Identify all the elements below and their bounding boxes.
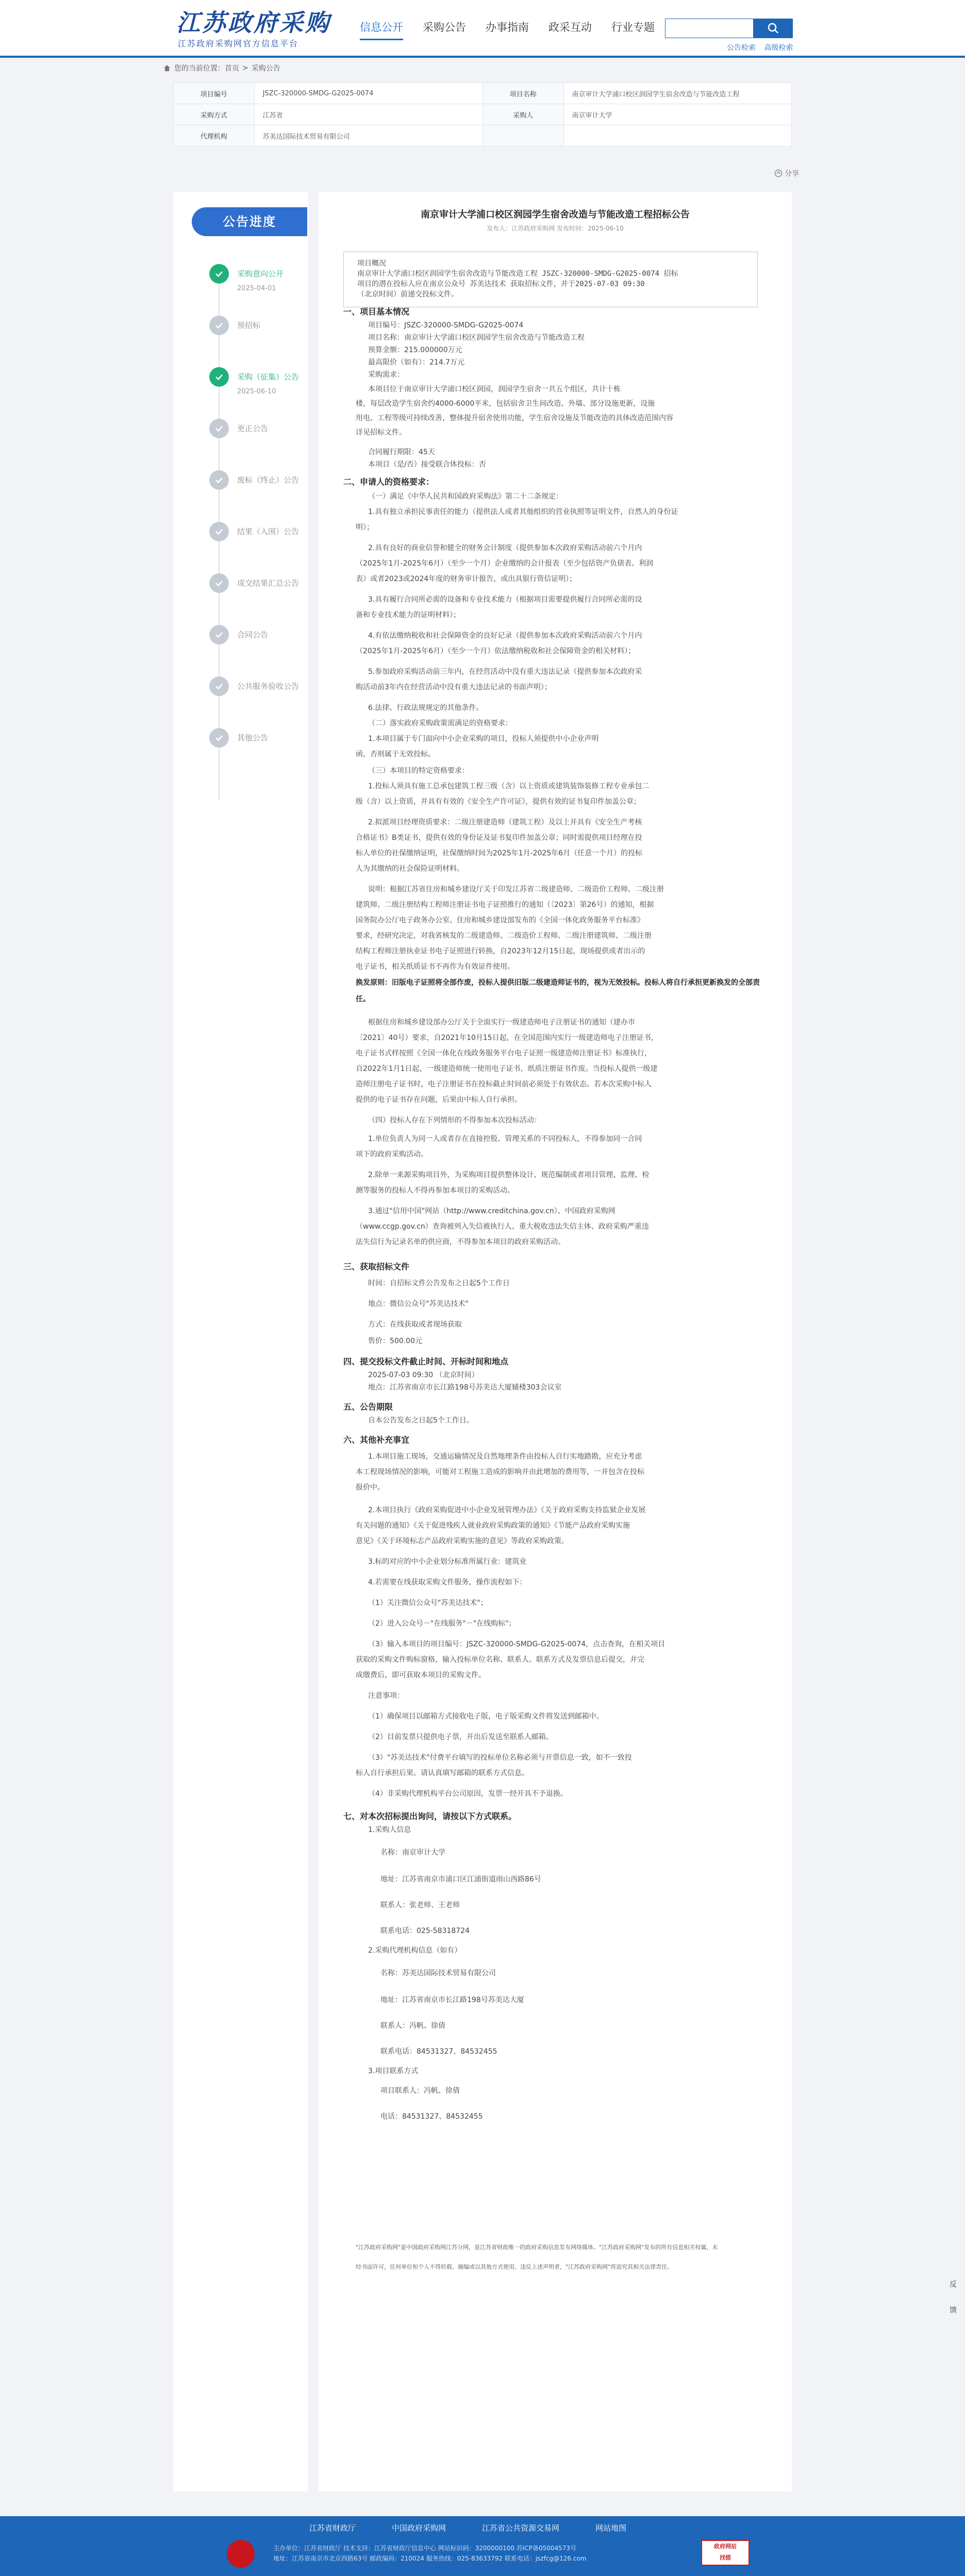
text-line: 人为其缴纳的社会保险证明材料。 [356,865,464,873]
text-line: 联系人：冯帆、徐倩 [380,2022,445,2030]
footer-links [309,2522,662,2533]
text-line: 成缴费后，即可获取本项目的采购文件。 [356,1671,486,1679]
gov-site-badge[interactable] [701,2540,750,2566]
breadcrumb [163,63,280,73]
overview-title: 项目概况 [357,259,386,268]
site-header [0,0,965,58]
text-line: 楼，每层改造学生宿舍约4000-6000平米，包括宿舍卫生间改造、外墙、部分设施更新，设施 [356,400,655,408]
nav-guide[interactable]: 办事指南 [486,21,529,34]
text-line: 提供的电子证书存在问题，后果由中标人自行承担。 [356,1096,522,1104]
text-line: （2）目前发票只提供电子票，开出后发送至联系人邮箱。 [368,1733,553,1741]
step-label: 合同公告 [237,630,269,639]
text-line: 本项目（是/否）接受联合体投标：否 [368,460,486,469]
site-footer [0,2516,965,2576]
section-heading: 三、获取招标文件 [343,1262,410,1272]
table-row [174,104,792,125]
text-line: 本工程现场情况的影响，可能对工程施工造成的影响并由此增加的费用等，一并包含在投标 [356,1468,644,1476]
text-line: （1）关注微信公众号"苏美达技术"； [368,1599,488,1607]
home-icon [163,64,171,72]
text-line: 标人单位的社保缴纳证明，社保缴纳时间为2025年1月-2025年6月（任意一个月）的投标 [356,849,643,857]
text-line: 1.采购人信息 [368,1826,411,1834]
section-heading: 六、其他补充事宜 [343,1435,410,1445]
text-line: 名称：南京审计大学 [380,1848,445,1857]
text-line: 4.有依法缴纳税收和社会保障资金的良好记录（提供参加本次政府采购活动前六个月内 [368,632,642,640]
bold-notice: 换发原则：旧版电子证照将全部作废，投标人提供旧版二级建造师证书的，视为无效投标。投标人将自行承担更新换发的全部责任。 [356,979,760,1003]
step-label: 采购意向公开 [237,269,284,278]
step-label: 采购（征集）公告 [237,372,300,382]
text-line: 自2022年1月1日起，一级建造师统一使用电子证书，纸质注册证书作废。当投标人提供一级建 [356,1065,658,1073]
table-value [563,125,791,146]
text-line: （四）投标人存在下列情形的不得参加本次投标活动： [368,1116,541,1125]
footer-link[interactable]: 江苏省公共资源交易网 [482,2523,560,2533]
text-line: 标人自行承担后果。请认真填写邮箱的联系方式信息。 [356,1769,529,1777]
text-line: 结构工程师注册执业证书电子证照进行转换，自2023年12月15日起，现场提供或者出示的 [356,947,645,955]
footer-link[interactable]: 中国政府采购网 [392,2523,446,2533]
table-key: 代理机构 [174,125,255,146]
share-button[interactable] [774,168,799,178]
overview-line: （北京时间）前递交投标文件。 [357,290,458,299]
text-line: 造师注册电子证书时，电子注册证书在投标截止时间前必须处于有效状态。若本次采购中标人 [356,1080,652,1088]
check-icon [209,573,229,593]
table-key [482,125,563,146]
text-line: 2.本项目执行《政府采购促进中小企业发展管理办法》《关于政府采购支持监狱企业发展 [368,1506,646,1514]
step-date: 2025-04-01 [237,285,276,292]
check-icon [209,676,229,696]
text-line: 1.本项目施工现场，交通运输情况及自然地理条件由投标人自行实地踏勘，应充分考虑 [368,1452,642,1461]
text-line: 地点：微信公众号"苏美达技术" [368,1300,469,1308]
text-line: 联系电话：025-58318724 [380,1927,470,1935]
check-icon [209,264,229,284]
check-icon [209,419,229,438]
text-line: 电话：84531327、84532455 [380,2112,483,2121]
nav-industry-topics[interactable]: 行业专题 [611,21,655,34]
text-line: （4）非采购代理机构平台公司原因，发票一经开具不予退换。 [368,1790,568,1798]
text-line: （2）进入公众号－"在线服务"－"在线购标"； [368,1620,516,1628]
check-icon [209,367,229,387]
step-label: 废标（终止）公告 [237,475,300,485]
text-line: 1.投标人须具有施工总承包建筑工程三级（含）以上资质或建筑装饰装修工程专业承包二 [368,782,650,790]
text-line: （三）本项目的特定资格要求： [368,767,469,775]
header-divider [0,56,965,58]
footer-info-line: 地址：江苏省南京市北京西路63号 邮政编码：210024 服务热线：025-83633792 联系电话：jszfcg@126.com [273,2555,587,2562]
text-line: 测等服务的投标人不得再参加本项目的采购活动。 [356,1186,514,1195]
emblem-icon [227,2540,255,2568]
text-line: 4.若需要在线获取采购文件服务，操作流程如下： [368,1578,527,1587]
text-line: 电子证书式样按照《全国一体化在线政务服务平台电子证照一级建造师注册证书》标准执行， [356,1049,652,1058]
share-label: 分享 [785,170,799,178]
text-line: 地点：江苏省南京市长江路198号苏美达大厦辅楼303会议室 [368,1383,562,1392]
text-line: （3）输入本项目的项目编号：JSZC-320000-SMDG-G2025-0074，点击查询，在相关项目 [368,1640,665,1648]
table-key: 项目名称 [482,83,563,104]
text-line: 方式：在线获取或者现场获取 [368,1320,462,1329]
text-line: 有关问题的通知》《关于促进残疾人就业政府采购政策的通知》《节能产品政府采购实施 [356,1522,630,1530]
disclaimer-line: 经书面许可，任何单位和个人不得转载、摘编或以其他方式使用。违反上述声明者，"江苏政府采购网"将追究其相关法律责任。 [356,2264,673,2270]
text-line: 5.参加政府采购活动前三年内，在经营活动中没有重大违法记录（提供参加本次政府采 [368,668,642,676]
text-line: 2025-07-03 09:30 （北京时间） [368,1371,479,1379]
text-line: 最高限价（如有）：214.7万元 [368,358,465,367]
table-value: 南京审计大学 [563,104,791,125]
text-line: 自本公告发布之日起5个工作日。 [368,1416,474,1425]
text-line: （二）落实政府采购政策需满足的资格要求： [368,719,512,728]
text-line: 预算金额：215.000000万元 [368,346,462,354]
text-line: 2.采购代理机构信息（如有） [368,1946,462,1955]
text-line: 合格证书》B类证书，提供有效的身份证及证书复印件加盖公章；同时需提供项目经理在投 [356,834,642,842]
table-key: 项目编号 [174,83,255,104]
check-icon [209,522,229,541]
breadcrumb-home[interactable]: 首页 [225,64,239,73]
step-label: 更正公告 [237,424,269,433]
overview-line: 南京审计大学浦口校区润园学生宿舍改造与节能改造工程 JSZC-320000-SMDG-G2025-0074 招标 [357,270,678,278]
table-key: 采购方式 [174,104,255,125]
table-row [174,83,792,104]
text-line: 电子证书，相关纸质证书不再作为有效证件使用。 [356,963,514,971]
section-heading: 四、提交投标文件截止时间、开标时间和地点 [343,1357,509,1366]
publish-meta: 发布人：江苏政府采购网 发布时间：2025-06-10 [487,225,624,232]
step-label: 其他公告 [237,733,269,742]
text-line: 2.具有良好的商业信誉和健全的财务会计制度（提供参加本次政府采购活动前六个月内 [368,544,642,552]
check-icon [209,470,229,490]
disclaimer-line: "江苏政府采购网"是中国政府采购网江苏分网，是江苏省财政唯一的政府采购信息发布网络媒体。"江苏政府采购网"发布的所有信息相关权属，未 [356,2244,718,2251]
text-line: （www.ccgp.gov.cn）查询被列入失信被执行人、重大税收违法失信主体、政府采购严重违 [356,1223,649,1231]
text-line: 项目编号：JSZC-320000-SMDG-G2025-0074 [368,321,524,329]
text-line: 〔2021〕40号）要求，自2021年10月15日起，在全国范围内实行一级建造师电子注册证书， [356,1034,658,1042]
site-logo[interactable]: 江苏政府采购 [176,9,331,37]
section-heading: 七、对本次招标提出询问，请按以下方式联系。 [343,1811,517,1821]
notice-document [319,192,792,2491]
text-line: 报价中。 [356,1483,385,1492]
text-line: 说明：根据江苏省住房和城乡建设厅关于印发江苏省二级建造师、二级造价工程师、二级注册 [368,885,664,894]
text-line: 2.拟派项目经理资质要求：二级注册建造师（建筑工程）及以上并具有《安全生产考核 [368,818,642,827]
text-line: 3.通过"信用中国"网站（http://www.creditchina.gov.cn）、中国政府采购网 [368,1207,615,1215]
text-line: 1.本项目属于专门面向中小企业采购的项目，投标人须提供中小企业声明 [368,735,599,743]
check-icon [209,316,229,335]
text-line: 函，否则属于无效投标。 [356,750,435,758]
text-line: （1）确保项目以邮箱方式接收电子版，电子版采购文件将发送到邮箱中。 [368,1712,604,1721]
sidebar-title: 公告进度 [192,207,307,236]
text-line: 采购需求： [368,371,404,379]
text-line: 地址：江苏省南京市浦口区江浦街道雨山西路86号 [380,1875,541,1884]
text-line: 法失信行为记录名单的供应商，不得参加本项目的政府采购活动。 [356,1238,565,1246]
table-value: 江苏省 [254,104,482,125]
main-nav [360,19,674,36]
advanced-search-link[interactable]: 高级检索 [764,44,793,52]
text-line: 1.单位负责人为同一人或者存在直接控股、管理关系的不同投标人，不得参加同一合同 [368,1135,642,1143]
text-line: 级（含）以上资质，并具有有效的《安全生产许可证》，提供有效的证书复印件加盖公章； [356,798,641,806]
section-heading: 五、公告期限 [343,1402,393,1412]
section-heading: 一、项目基本情况 [343,307,410,317]
footer-link[interactable]: 网站地图 [595,2523,627,2533]
text-line: （2025年1月-2025年6月）（至少一个月）企业缴纳的会计报表（至少包括资产负债表、利润 [356,559,654,568]
text-line: 备和专业技术能力的证明材料）； [356,611,460,619]
search-icon [768,23,779,34]
table-value: 苏美达国际技术贸易有限公司 [254,125,482,146]
nav-interaction[interactable]: 政采互动 [548,21,592,34]
breadcrumb-prefix: 您的当前位置： [174,64,225,73]
feedback-label[interactable]: 反 [950,2281,957,2289]
text-line: 购活动前3年内在经营活动中没有重大违法记录的书面声明）； [356,683,552,691]
text-line: 3.项目联系方式 [368,2067,419,2075]
footer-link[interactable]: 江苏省财政厅 [309,2523,356,2533]
step-date: 2025-06-10 [237,388,276,395]
text-line: 1.具有独立承担民事责任的能力（提供法人或者其他组织的营业执照等证明文件，自然人的身份证 [368,508,678,516]
project-info-table [173,82,792,146]
text-line: 获取的采购文件购标窗格，输入投标单位名称、联系人、联系方式及发票信息后提交，并完 [356,1656,644,1664]
section-heading: 二、申请人的资格要求： [343,477,435,487]
text-line: 项目名称：南京审计大学浦口校区润园学生宿舍改造与节能改造工程 [368,334,585,342]
table-value: JSZC-320000-SMDG-G2025-0074 [254,83,482,104]
nav-procurement-notices[interactable]: 采购公告 [423,21,466,34]
text-line: 3.标的对应的中小企业划分标准所属行业：建筑业 [368,1558,527,1566]
breadcrumb-separator: > [242,64,248,72]
search-links [721,42,793,53]
text-line: 要求，经研究决定，对我省核发的二级建造师、二级造价工程师、二级注册建筑师、二级注册 [356,932,652,940]
text-line: （一）满足《中华人民共和国政府采购法》第二十二条规定： [368,492,563,501]
check-icon [209,728,229,748]
table-row [174,125,792,146]
breadcrumb-current[interactable]: 采购公告 [251,64,280,73]
page-title: 南京审计大学浦口校区润园学生宿舍改造与节能改造工程招标公告 [421,209,690,220]
text-line: 项下的政府采购活动。 [356,1150,428,1159]
text-line: 用电、工程等级可持续改善，整体提升宿舍使用功能，学生宿舍设施及节能改造的具体改造范围内容 [356,414,673,422]
step-label: 预招标 [237,321,261,330]
text-line: 6.法律、行政法规规定的其他条件。 [368,704,484,712]
progress-sidebar [173,192,308,2491]
search-input[interactable] [665,19,754,38]
text-line: 名称：苏美达国际技术贸易有限公司 [380,1969,496,1977]
step-label: 结果（入围）公告 [237,527,300,536]
search-button[interactable] [754,19,793,38]
table-value: 南京审计大学浦口校区润园学生宿舍改造与节能改造工程 [563,83,791,104]
text-line: 本项目位于南京审计大学浦口校区润园，润园学生宿舍一共五个组区，共计十栋 [368,385,621,393]
overview-line: 项目的潜在投标人应在南京公众号 苏美达技术 获取招标文件，并于2025-07-03 09:30 [357,280,645,288]
text-line: 明）； [356,523,374,532]
text-line: 时间：自招标文件公告发布之日起5个工作日 [368,1279,510,1287]
text-line: 售价：500.00元 [368,1337,422,1345]
check-icon [209,625,229,645]
text-line: 3.具有履行合同所必需的设备和专业技术能力（根据项目需要提供履行合同所必需的设 [368,596,642,604]
badge-line: 政府网站 [714,2543,737,2550]
text-line: （2025年1月-2025年6月）（至少一个月）依法缴纳税收和社会保障资金的相关材料）； [356,647,636,655]
text-line: 项目联系人：冯帆、徐倩 [380,2087,460,2095]
feedback-label[interactable]: 馈 [950,2306,957,2315]
text-line: 联系电话：84531327、84532455 [380,2047,497,2056]
text-line: 意见》《关于环境标志产品政府采购实施的意见》等政府采购政策。 [356,1537,569,1545]
project-overview-box [343,252,758,307]
text-line: 表）或者2023或2024年度的财务审计报告，或出具银行资信证明）； [356,575,577,583]
text-line: 注意事项： [368,1692,404,1700]
step-label: 成交结果汇总公告 [237,579,300,588]
table-key: 采购人 [482,104,563,125]
nav-info-public[interactable]: 信息公开 [360,19,403,36]
notice-search-link[interactable]: 公告检索 [727,44,756,52]
footer-info [273,2543,727,2564]
badge-line: 找错 [720,2554,731,2561]
site-logo-subtitle: 江苏政府采购网官方信息平台 [178,39,299,48]
text-line: 2.除单一来源采购项目外，为采购项目提供整体设计、规范编制或者项目管理、监理、检 [368,1171,650,1179]
text-line: （3）"苏美达技术"付费平台填写的投标单位名称必须与开票信息一致，如不一致投 [368,1754,632,1762]
text-line: 合同履行期限：45天 [368,448,435,456]
text-line: 地址：江苏省南京市长江路198号苏美达大厦 [380,1996,524,2004]
step-label: 公共服务验收公告 [237,682,300,691]
text-line: 建筑师、二级注册结构工程师注册证书电子证照推行的通知（〔2023〕第26号）的通知，根据 [356,901,654,909]
text-line: 详见招标文件。 [356,428,406,437]
text-line: 根据住房和城乡建设部办公厅关于全面实行一级建造师电子注册证书的通知（建办市 [368,1018,635,1027]
text-line: 联系人：张老师、王老师 [380,1901,460,1909]
text-line: 国务院办公厅电子政务办公室、住房和城乡建设部发布的《全国一体化政务服务平台标准》 [356,916,644,924]
share-icon [774,169,783,177]
footer-info-line: 主办单位：江苏省财政厅 技术支持：江苏省财政厅信息中心 网站标识码：3200000100 苏ICP备05004573号 [273,2545,577,2552]
